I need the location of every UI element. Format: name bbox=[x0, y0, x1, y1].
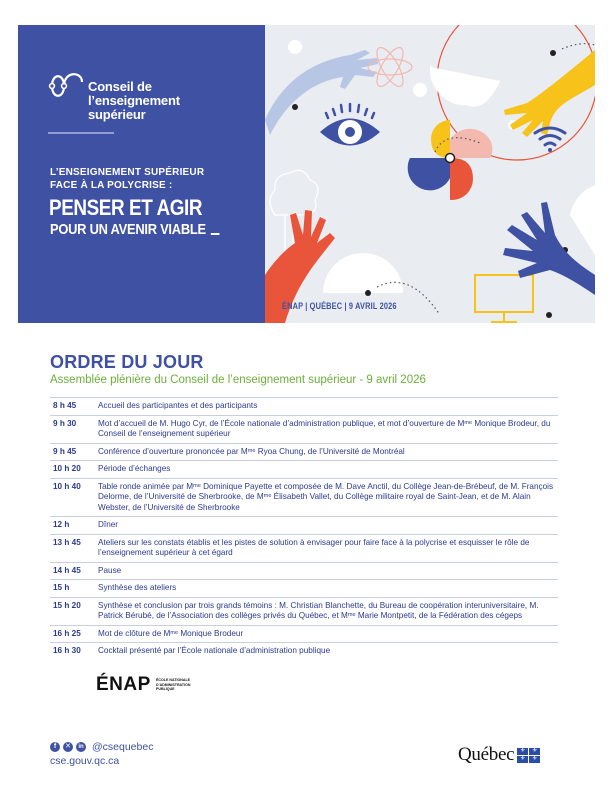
eye-icon bbox=[320, 104, 380, 146]
agenda-time: 10 h 20 bbox=[53, 464, 81, 473]
hand-yellow-icon bbox=[504, 50, 595, 137]
atom-icon bbox=[368, 44, 412, 90]
agenda-time: 9 h 45 bbox=[53, 446, 77, 456]
banner-title-panel bbox=[18, 25, 265, 323]
cse-logo-icon bbox=[48, 69, 88, 103]
tagline-line: ÉCOLE NATIONALE bbox=[156, 678, 191, 682]
agenda-row bbox=[50, 397, 558, 416]
pinwheel-icon bbox=[408, 120, 493, 200]
social-handle[interactable]: @csequebec bbox=[92, 741, 154, 753]
agenda-row bbox=[50, 461, 558, 479]
agenda-description: Table ronde animée par Mᵐᵉ Dominique Payette et composée de M. Dave Anctil, du Collège Jean-de-Brébeuf, de M. François Delorme, de l’Université de Sherbrooke, de Mᵐᵉ Élisabeth Vallet, du Collège militaire royal de Saint-Jean, et de M. Alain Webster, de l’Université de Sherbrooke bbox=[98, 481, 554, 512]
event-title: PENSER ET AGIR bbox=[49, 195, 203, 220]
agenda-description: Mot d’accueil de M. Hugo Cyr, de l’École nationale d’administration publique, et mot d’ouverture de Mᵐᵉ Monique Brodeur, du Conseil de l’enseignement supérieur bbox=[98, 418, 551, 438]
agenda-description: Accueil des participantes et des participants bbox=[98, 401, 258, 410]
agenda-row bbox=[50, 598, 558, 626]
agenda-time: 14 h 45 bbox=[53, 565, 81, 575]
underscore-accent bbox=[211, 233, 220, 235]
quebec-government-logo bbox=[458, 744, 540, 766]
agenda-description: Synthèse des ateliers bbox=[98, 583, 177, 592]
agenda-title: ORDRE DU JOUR bbox=[50, 352, 204, 372]
linkedin-icon[interactable]: in bbox=[76, 742, 86, 752]
agenda-description: Conférence d’ouverture prononcée par Mᵐᵉ Ryoa Chung, de l’Université de Montréal bbox=[98, 446, 405, 456]
quebec-wordmark: Québec bbox=[458, 744, 515, 765]
agenda-description: Dîner bbox=[98, 520, 119, 529]
agenda-time: 16 h 30 bbox=[53, 646, 81, 655]
banner-illustration bbox=[265, 25, 595, 323]
agenda-table bbox=[50, 397, 558, 660]
fleur-de-lis-icon: ⚜ bbox=[517, 748, 528, 755]
agenda-subtitle: Assemblée plénière du Conseil de l’enseignement supérieur - 9 avril 2026 bbox=[50, 374, 426, 386]
agenda-time: 15 h bbox=[53, 583, 70, 592]
fleur-de-lis-icon: ⚜ bbox=[517, 756, 528, 763]
subtitle-line: FACE À LA POLYCRISE : bbox=[50, 180, 173, 191]
monitor-icon bbox=[475, 275, 533, 322]
x-icon[interactable]: ✕ bbox=[63, 742, 73, 752]
org-name bbox=[88, 80, 180, 122]
agenda-row bbox=[50, 580, 558, 598]
agenda-description: Cocktail présenté par l’École nationale d’administration publique bbox=[98, 646, 331, 655]
event-title-secondary bbox=[50, 222, 220, 238]
agenda-description: Ateliers sur les constats établis et les pistes de solution à envisager pour faire face à la polycrise et esquisser le rôle de l’enseignement supérieur à cet égard bbox=[98, 537, 530, 557]
enap-logo bbox=[96, 674, 191, 696]
org-name-line: l’enseignement bbox=[88, 93, 180, 108]
agenda-time: 9 h 30 bbox=[53, 418, 77, 428]
event-details: ÉNAP | QUÉBEC | 9 AVRIL 2026 bbox=[282, 301, 397, 311]
header-banner bbox=[18, 25, 595, 323]
agenda-time: 10 h 40 bbox=[53, 481, 81, 491]
agenda-time: 16 h 25 bbox=[53, 628, 81, 638]
quebec-flag-icon bbox=[517, 748, 540, 763]
tagline-line: D’ADMINISTRATION bbox=[156, 682, 191, 687]
enap-wordmark: ÉNAP bbox=[96, 674, 151, 695]
dot-decoration-icon bbox=[288, 40, 302, 54]
illustration-artwork bbox=[265, 25, 595, 323]
social-links bbox=[50, 741, 153, 753]
agenda-description: Mot de clôture de Mᵐᵉ Monique Brodeur bbox=[98, 628, 244, 638]
subtitle-line: L’ENSEIGNEMENT SUPÉRIEUR bbox=[50, 167, 205, 178]
agenda-row bbox=[50, 517, 558, 535]
agenda-time: 12 h bbox=[53, 520, 70, 529]
agenda-row bbox=[50, 535, 558, 563]
fleur-de-lis-icon: ⚜ bbox=[529, 748, 540, 755]
enap-tagline bbox=[156, 678, 196, 692]
agenda-description: Pause bbox=[98, 565, 122, 575]
agenda-time: 15 h 20 bbox=[53, 600, 81, 610]
agenda-description: Synthèse et conclusion par trois grands témoins : M. Christian Blanchette, du Bureau de coopération interuniversitaire, M. Patrick Bérubé, de l’Association des collèges privés du Québec, et Mᵐᵉ Marie Montpetit, de la Fédération des cégeps bbox=[98, 600, 539, 620]
agenda-row bbox=[50, 626, 558, 644]
facebook-icon[interactable]: f bbox=[50, 742, 60, 752]
tagline-line: PUBLIQUE bbox=[156, 687, 175, 691]
org-name-line: Conseil de bbox=[88, 79, 152, 94]
agenda-row bbox=[50, 416, 558, 444]
agenda-description: Période d’échanges bbox=[98, 464, 171, 473]
event-subtitle bbox=[50, 166, 204, 192]
fleur-de-lis-icon: ⚜ bbox=[529, 756, 540, 763]
agenda-time: 13 h 45 bbox=[53, 537, 81, 547]
agenda-row bbox=[50, 444, 558, 462]
org-name-line: supérieur bbox=[88, 107, 146, 122]
divider bbox=[48, 132, 114, 134]
title-line: POUR UN AVENIR VIABLE bbox=[50, 221, 206, 238]
wifi-icon bbox=[535, 128, 565, 145]
website-link[interactable]: cse.gouv.qc.ca bbox=[50, 755, 120, 767]
agenda-row bbox=[50, 563, 558, 581]
agenda-row bbox=[50, 643, 558, 660]
agenda-time: 8 h 45 bbox=[53, 401, 77, 410]
agenda-row bbox=[50, 479, 558, 518]
